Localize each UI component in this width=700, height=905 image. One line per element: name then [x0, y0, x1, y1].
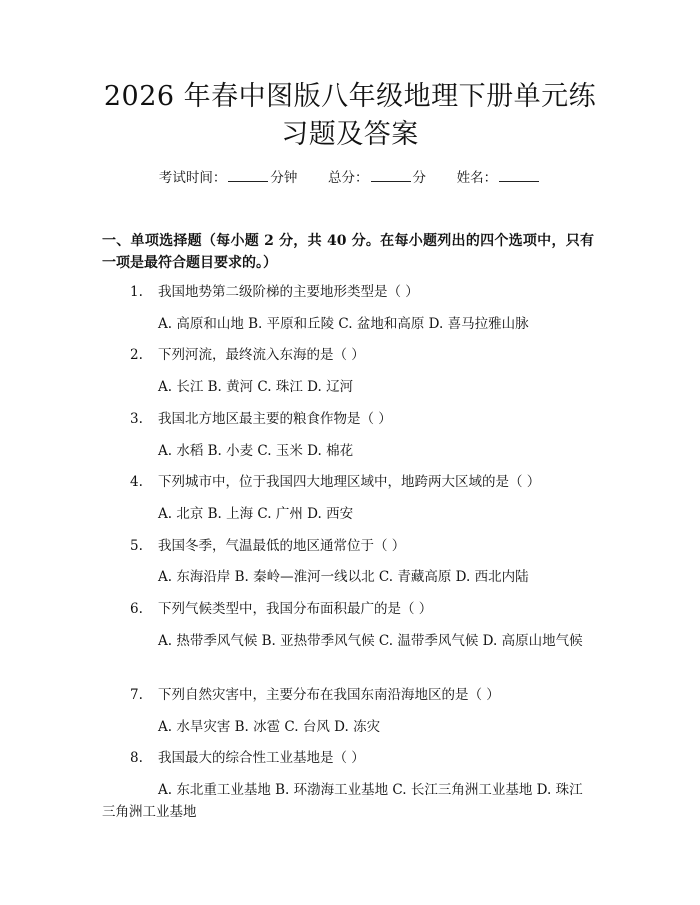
question-number: 8. [130, 750, 143, 766]
question-text: 下列气候类型中，我国分布面积最广的是（ ） [158, 601, 433, 617]
question-2 [130, 346, 600, 364]
page-title: 2026 年春中图版八年级地理下册单元练习题及答案 [103, 81, 597, 150]
question-8 [130, 749, 600, 767]
question-7-options: A. 水旱灾害 B. 冰雹 C. 台风 D. 冻灾 [158, 719, 381, 735]
question-5 [130, 537, 600, 555]
total-score-label: 总分： [328, 170, 369, 186]
question-1 [130, 283, 600, 301]
question-number: 6. [130, 601, 143, 617]
question-2-options: A. 长江 B. 黄河 C. 珠江 D. 辽河 [158, 379, 354, 395]
student-name-field [457, 169, 542, 187]
question-4-options: A. 北京 B. 上海 C. 广州 D. 西安 [158, 506, 354, 522]
question-7 [130, 686, 600, 704]
question-text: 下列河流，最终流入东海的是（ ） [158, 347, 365, 363]
question-5-options: A. 东海沿岸 B. 秦岭—淮河一线以北 C. 青藏高原 D. 西北内陆 [158, 569, 529, 585]
question-number: 1. [130, 284, 143, 300]
question-text: 下列自然灾害中，主要分布在我国东南沿海地区的是（ ） [158, 687, 500, 703]
total-score-unit: 分 [412, 170, 426, 186]
question-number: 4. [130, 474, 143, 490]
exam-time-label: 考试时间： [158, 170, 227, 186]
question-6-options: A. 热带季风气候 B. 亚热带季风气候 C. 温带季风气候 D. 高原山地气候 [158, 633, 583, 649]
question-text: 我国冬季，气温最低的地区通常位于（ ） [158, 538, 406, 554]
question-8-options: A. 东北重工业基地 B. 环渤海工业基地 C. 长江三角洲工业基地 D. 珠江三角洲工业基地 [102, 782, 583, 820]
question-6 [130, 600, 600, 618]
exam-info-line [0, 169, 700, 187]
question-number: 3. [130, 411, 143, 427]
question-4 [130, 473, 600, 491]
question-number: 7. [130, 687, 143, 703]
question-3-options: A. 水稻 B. 小麦 C. 玉米 D. 棉花 [158, 443, 354, 459]
student-name-label: 姓名： [456, 170, 498, 186]
question-3 [130, 410, 600, 428]
question-number: 2. [130, 347, 143, 363]
question-number: 5. [130, 538, 143, 554]
question-1-options: A. 高原和山地 B. 平原和丘陵 C. 盆地和高原 D. 喜马拉雅山脉 [158, 316, 529, 332]
question-text: 我国北方地区最主要的粮食作物是（ ） [158, 411, 392, 427]
question-text: 下列城市中，位于我国四大地理区域中，地跨两大区域的是（ ） [158, 474, 541, 490]
question-text: 我国地势第二级阶梯的主要地形类型是（ ） [158, 284, 419, 300]
section-heading-single-choice: 一、单项选择题（每小题 2 分，共 40 分。在每小题列出的四个选项中，只有一项是最符合题目要求的。） [102, 233, 594, 271]
total-score-field [328, 169, 426, 187]
question-text: 我国最大的综合性工业基地是（ ） [158, 750, 365, 766]
exam-time-field [159, 169, 298, 187]
exam-time-blank[interactable] [228, 169, 268, 182]
student-name-blank[interactable] [499, 169, 539, 182]
exam-time-unit: 分钟 [270, 170, 298, 186]
total-score-blank[interactable] [371, 169, 411, 182]
